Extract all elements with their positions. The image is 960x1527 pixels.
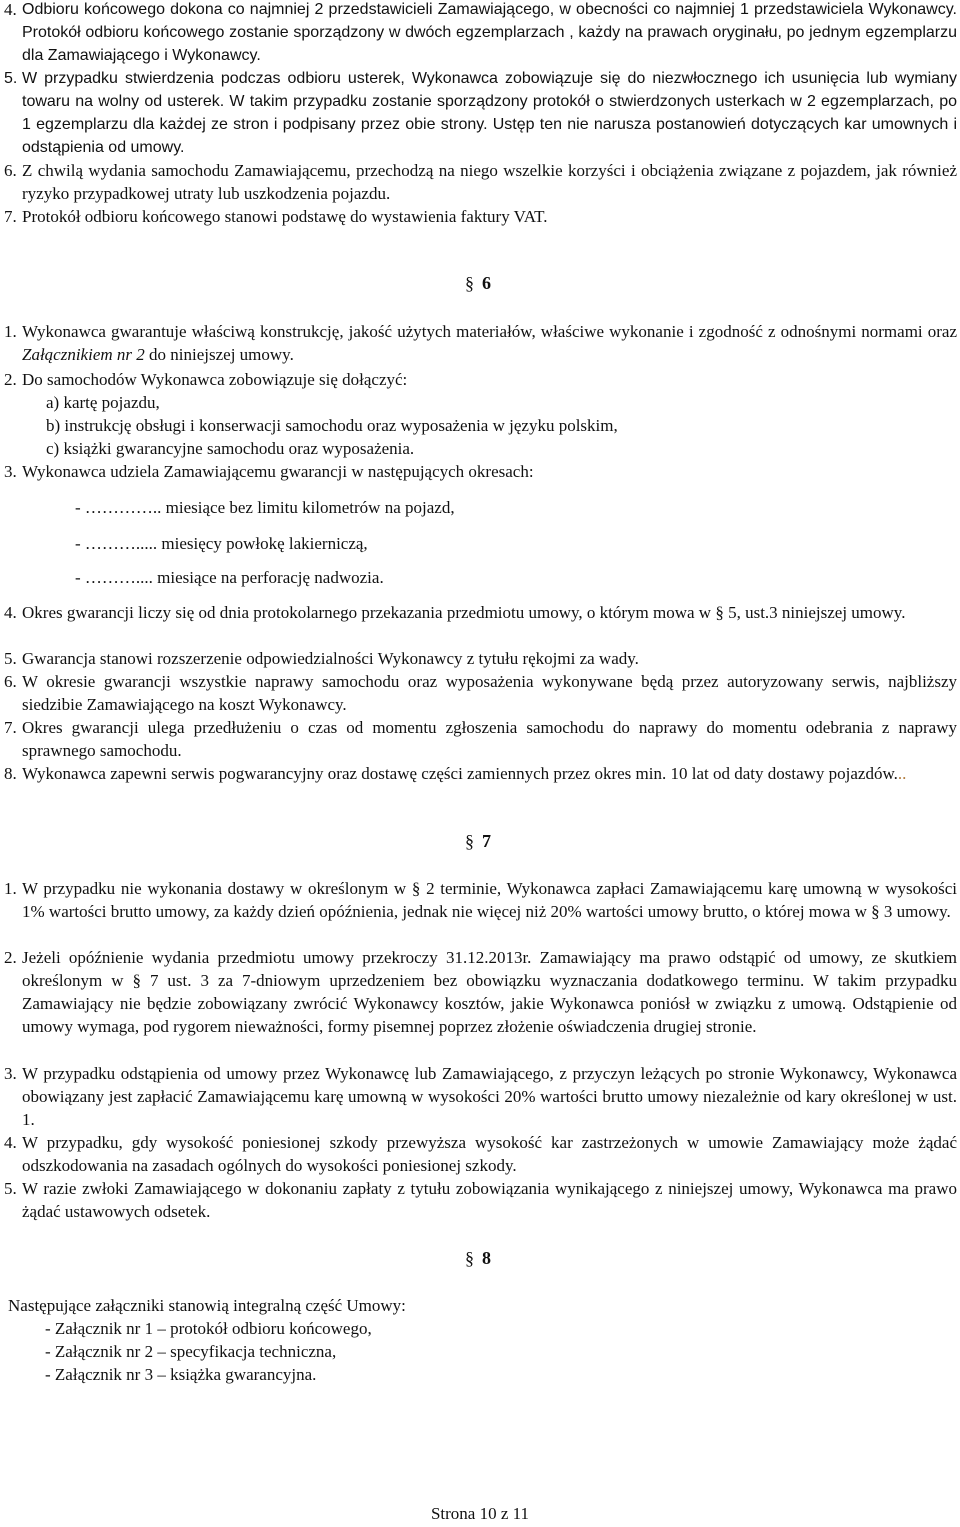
paragraph-number: 5.	[4, 1179, 17, 1198]
section-symbol: §	[465, 273, 474, 293]
paragraph-text: W przypadku, gdy wysokość poniesionej szkody przewyższa wysokość kar zastrzeżonych w umowie Zamawiający może żądać odszkodowania na zasadach ogólnych do wysokości poniesionej szkody.	[22, 1133, 957, 1175]
section-symbol: §	[465, 1248, 474, 1268]
section-heading-7	[465, 831, 491, 852]
paragraph-number: 4.	[4, 603, 17, 622]
section-number: 7	[482, 831, 491, 851]
section-number: 6	[482, 273, 491, 293]
paragraph-number: 8.	[4, 764, 17, 783]
paragraph-text: Jeżeli opóźnienie wydania przedmiotu umowy przekroczy 31.12.2013r. Zamawiający ma prawo odstąpić od umowy, ze skutkiem określonym w § 7 ust. 3 za 7-dniowym uprzedzeniem bez obowiązku wyznaczania dodatkowego terminu. W takim przypadku Zamawiający nie będzie zobowiązany zwrócić Wykonawcy kosztów, jakie Wykonawca poniósł w związku z umową. Odstąpienie od umowy wymaga, pod rygorem nieważności, formy pisemnej poprzez złożenie oświadczenia drugiej stronie.	[22, 948, 957, 1036]
page-number: Strona 10 z 11	[430, 1504, 530, 1523]
attachment-reference: Załącznikiem nr 2	[22, 345, 145, 364]
section-heading-8	[465, 1248, 491, 1269]
paragraph-text	[22, 320, 957, 366]
paragraph-text: Okres gwarancji liczy się od dnia protokolarnego przekazania przedmiotu umowy, o którym mowa w § 5, ust.3 niniejszej umowy.	[22, 603, 906, 622]
paragraph-number: 3.	[4, 1064, 17, 1083]
text-part: Wykonawca gwarantuje właściwą konstrukcję, jakość użytych materiałów, właściwe wykonanie i zgodność z odnośnymi normami oraz	[22, 322, 957, 341]
paragraph-number: 2.	[4, 948, 17, 967]
paragraph-text: W przypadku stwierdzenia podczas odbioru usterek, Wykonawca zobowiązuje się do niezwłocznego ich usunięcia lub wymiany towaru na wolny od usterek. W takim przypadku zostanie sporządzony protokół o stwierdzonych usterkach w 2 egzemplarzach, po 1 egzemplarzu dla każdej ze stron i podpisany przez obie strony. Ustęp ten nie narusza postanowień dotyczących kar umownych i odstąpienia od umowy.	[22, 70, 957, 156]
attachments-intro: Następujące załączniki stanowią integralną część Umowy:	[8, 1296, 406, 1315]
paragraph-number: 5.	[4, 649, 17, 668]
paragraph-number: 1.	[4, 879, 17, 898]
paragraph-text: W razie zwłoki Zamawiającego w dokonaniu zapłaty z tytułu zobowiązania wynikającego z niniejszej umowy, Wykonawca ma prawo żądać ustawowych odsetek.	[22, 1179, 957, 1221]
paragraph-number: 6.	[4, 161, 17, 180]
warranty-period-3: - ……….... miesiące na perforację nadwozia.	[75, 568, 384, 587]
warranty-period-1: - ………….. miesiące bez limitu kilometrów na pojazd,	[75, 498, 455, 517]
paragraph-text: Wykonawca udziela Zamawiającemu gwarancji w następujących okresach:	[22, 462, 534, 481]
section-number: 8	[482, 1248, 491, 1268]
paragraph-text: W przypadku odstąpienia od umowy przez Wykonawcę lub Zamawiającego, z przyczyn leżących po stronie Wykonawcy, Wykonawca obowiązany jest zapłacić Zamawiającemu karę umowną w wysokości 20% wartości brutto umowy niezależnie od kary określonej w ust. 1.	[22, 1064, 957, 1129]
attachment-1: - Załącznik nr 1 – protokół odbioru końcowego,	[45, 1319, 372, 1338]
list-item-c: c) książki gwarancyjne samochodu oraz wyposażenia.	[46, 439, 415, 458]
list-item-a: a) kartę pojazdu,	[46, 393, 160, 412]
paragraph-text: W okresie gwarancji wszystkie naprawy samochodu oraz wyposażenia wykonywane będą przez autoryzowany serwis, najbliższy siedzibie Zamawiającego na koszt Wykonawcy.	[22, 672, 957, 714]
section-heading-6	[465, 273, 491, 294]
text-part: do niniejszej umowy.	[144, 345, 294, 364]
paragraph-number: 4.	[4, 1133, 17, 1152]
attachment-2: - Załącznik nr 2 – specyfikacja techniczna,	[45, 1342, 337, 1361]
paragraph-text: Protokół odbioru końcowego stanowi podstawę do wystawienia faktury VAT.	[22, 207, 548, 226]
warranty-period-2: - ………..... miesięcy powłokę lakierniczą,	[75, 534, 368, 553]
paragraph-text: Gwarancja stanowi rozszerzenie odpowiedzialności Wykonawcy z tytułu rękojmi za wady.	[22, 649, 639, 668]
paragraph-text: Odbioru końcowego dokona co najmniej 2 przedstawicieli Zamawiającego, w obecności co najmniej 1 przedstawiciela Wykonawcy. Protokół odbioru końcowego zostanie sporządzony w dwóch egzemplarzach , każdy na prawach oryginału, po jednym egzemplarzu dla Zamawiającego i Wykonawcy.	[22, 1, 957, 64]
paragraph-text: Do samochodów Wykonawca zobowiązuje się dołączyć:	[22, 370, 408, 389]
paragraph-number: 5.	[4, 70, 18, 87]
trailing-dots: ..	[897, 764, 907, 783]
paragraph-number: 2.	[4, 370, 17, 389]
attachment-3: - Załącznik nr 3 – książka gwarancyjna.	[45, 1365, 317, 1384]
text-part: Wykonawca zapewni serwis pogwarancyjny oraz dostawę części zamiennych przez okres min. 10 lat od daty dostawy pojazdów.	[22, 764, 898, 783]
paragraph-text: W przypadku nie wykonania dostawy w określonym w § 2 terminie, Wykonawca zapłaci Zamawiającemu karę umowną w wysokości 1% wartości brutto umowy, za każdy dzień opóźnienia, jednak nie więcej niż 20% wartości umowy brutto, o której mowa w § 3 umowy.	[22, 879, 957, 921]
list-item-b: b) instrukcję obsługi i konserwacji samochodu oraz wyposażenia w języku polskim,	[46, 416, 618, 435]
paragraph-4	[0, 0, 960, 73]
paragraph-number: 3.	[4, 462, 17, 481]
paragraph-number: 1.	[4, 322, 17, 341]
paragraph-text: Z chwilą wydania samochodu Zamawiającemu, przechodzą na niego wszelkie korzyści i obciążenia związane z pojazdem, jak również ryzyko przypadkowej utraty lub uszkodzenia pojazdu.	[22, 161, 957, 203]
paragraph-number: 7.	[4, 718, 17, 737]
paragraph-text	[22, 762, 957, 785]
paragraph-number: 7.	[4, 207, 17, 226]
paragraph-number: 6.	[4, 672, 17, 691]
paragraph-text: Okres gwarancji ulega przedłużeniu o czas od momentu zgłoszenia samochodu do naprawy do momentu odebrania z naprawy sprawnego samochodu.	[22, 718, 957, 760]
paragraph-number: 4.	[4, 0, 17, 19]
section-symbol: §	[465, 831, 474, 851]
